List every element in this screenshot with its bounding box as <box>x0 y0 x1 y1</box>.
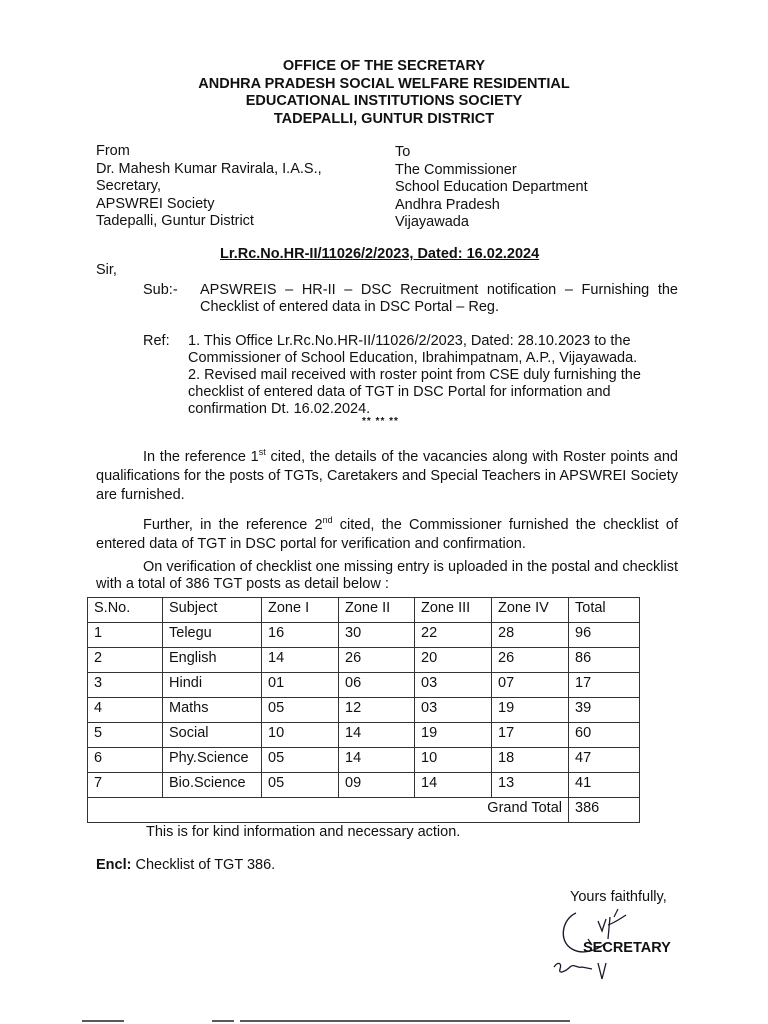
table-row <box>88 723 640 748</box>
table-cell: 14 <box>339 748 415 773</box>
ordinal-suffix: st <box>258 447 266 458</box>
enclosure-text: Checklist of TGT 386. <box>131 857 276 873</box>
paragraph-1 <box>96 448 678 505</box>
references-label: Ref: <box>143 333 170 349</box>
table-header-cell: Zone III <box>415 598 492 623</box>
salutation: Sir, <box>96 262 117 278</box>
enclosure-label: Encl: <box>96 857 132 873</box>
table-header-cell: Zone IV <box>492 598 569 623</box>
table-cell: 17 <box>569 673 640 698</box>
table-cell: 26 <box>492 648 569 673</box>
footer-rule <box>0 1018 768 1024</box>
table-cell: 3 <box>88 673 163 698</box>
table-cell: 22 <box>415 623 492 648</box>
table-cell: 14 <box>415 773 492 798</box>
table-cell: 6 <box>88 748 163 773</box>
from-line: Dr. Mahesh Kumar Ravirala, I.A.S., <box>96 160 322 177</box>
letterhead-line-1: OFFICE OF THE SECRETARY <box>282 58 486 74</box>
table-cell: 05 <box>262 773 339 798</box>
to-label: To <box>395 144 411 160</box>
table-cell: 60 <box>569 723 640 748</box>
table-cell: Maths <box>163 698 262 723</box>
letterhead-line-2: ANDHRA PRADESH SOCIAL WELFARE RESIDENTIAL <box>198 75 570 92</box>
table-cell: 1 <box>88 623 163 648</box>
table-cell: 86 <box>569 648 640 673</box>
table-cell: 26 <box>339 648 415 673</box>
table-header-cell: Total <box>569 598 640 623</box>
table-header-cell: S.No. <box>88 598 163 623</box>
table-cell: 5 <box>88 723 163 748</box>
table-cell: 20 <box>415 648 492 673</box>
letterhead-line-3: EDUCATIONAL INSTITUTIONS SOCIETY <box>245 93 523 109</box>
table-cell: 05 <box>262 748 339 773</box>
enclosure <box>96 857 275 873</box>
table-cell: 47 <box>569 748 640 773</box>
to-line: Vijayawada <box>395 214 469 230</box>
sign-off: Yours faithfully, <box>570 889 667 905</box>
table-cell: 10 <box>262 723 339 748</box>
closing-line: This is for kind information and necessary action. <box>146 824 461 840</box>
table-cell: Social <box>163 723 262 748</box>
table-row <box>88 773 640 798</box>
table-row <box>88 698 640 723</box>
table-cell: 03 <box>415 698 492 723</box>
grand-total-label: Grand Total <box>88 798 569 823</box>
paragraph-2-rest: cited, the Commissioner furnished the checklist of entered data of TGT in DSC portal for verification and confirmation. <box>96 517 679 552</box>
table-cell: 19 <box>415 723 492 748</box>
table-cell: 14 <box>339 723 415 748</box>
table-cell: 41 <box>569 773 640 798</box>
to-line: The Commissioner <box>395 161 517 178</box>
paragraph-2-start: Further, in the reference 2 <box>143 517 323 533</box>
from-line: Secretary, <box>96 178 162 194</box>
separator-stars: ** ** ** <box>362 416 399 427</box>
from-line: Tadepalli, Guntur District <box>96 213 254 229</box>
references-text <box>188 333 680 418</box>
table-cell: 19 <box>492 698 569 723</box>
letterhead-line-4: TADEPALLI, GUNTUR DISTRICT <box>273 110 495 127</box>
table-row <box>88 673 640 698</box>
paragraph-2 <box>96 516 678 554</box>
ordinal-suffix: nd <box>322 515 333 526</box>
reference-item-1: 1. This Office Lr.Rc.No.HR-II/11026/2/2023, Dated: 28.10.2023 to the Commissioner of School Education, Ibrahimpatnam, A.P., Vijayawada. <box>188 333 638 366</box>
paragraph-1-start: In the reference 1 <box>143 449 259 465</box>
paragraph-3: On verification of checklist one missing entry is uploaded in the postal and checklist with a total of 386 TGT posts as detail below : <box>96 559 678 592</box>
to-line: School Education Department <box>395 179 588 195</box>
table-row <box>88 748 640 773</box>
table-cell: 18 <box>492 748 569 773</box>
grand-total-row <box>88 798 640 823</box>
table-cell: 12 <box>339 698 415 723</box>
table-cell: 28 <box>492 623 569 648</box>
table-cell: 17 <box>492 723 569 748</box>
subject-label: Sub:- <box>143 282 178 298</box>
table-cell: 2 <box>88 648 163 673</box>
table-cell: 4 <box>88 698 163 723</box>
from-label: From <box>96 143 130 159</box>
table-row <box>88 623 640 648</box>
to-block <box>395 144 588 232</box>
subject-text: APSWREIS – HR-II – DSC Recruitment notification – Furnishing the Checklist of entered data in DSC Portal – Reg. <box>200 282 678 315</box>
reference-item-2: 2. Revised mail received with roster point from CSE duly furnishing the checklist of entered data of TGT in DSC Portal for information and confirmation Dt. 16.02.2024. <box>188 367 641 417</box>
table-cell: 06 <box>339 673 415 698</box>
from-line: APSWREI Society <box>96 195 215 212</box>
table-cell: English <box>163 648 262 673</box>
table-cell: 10 <box>415 748 492 773</box>
letterhead <box>0 58 768 128</box>
grand-total-value: 386 <box>569 798 640 823</box>
table-cell: 14 <box>262 648 339 673</box>
table-cell: Hindi <box>163 673 262 698</box>
table-cell: 30 <box>339 623 415 648</box>
from-block <box>96 143 322 231</box>
table-cell: 01 <box>262 673 339 698</box>
table-header-cell: Subject <box>163 598 262 623</box>
signatory-title: SECRETARY <box>583 940 671 956</box>
table-cell: Phy.Science <box>163 748 262 773</box>
paragraph-1-rest: cited, the details of the vacancies along with Roster points and qualifications for the posts of TGTs, Caretakers and Special Teachers in APSWREI Society are furnished. <box>96 449 678 503</box>
vacancy-table <box>87 597 640 823</box>
table-cell: Telegu <box>163 623 262 648</box>
table-cell: 05 <box>262 698 339 723</box>
table-header-cell: Zone II <box>339 598 415 623</box>
table-cell: 09 <box>339 773 415 798</box>
table-row <box>88 648 640 673</box>
table-cell: 07 <box>492 673 569 698</box>
table-header-row <box>88 598 640 623</box>
table-cell: Bio.Science <box>163 773 262 798</box>
table-cell: 96 <box>569 623 640 648</box>
reference-number: Lr.Rc.No.HR-II/11026/2/2023, Dated: 16.02.2024 <box>220 246 540 262</box>
table-header-cell: Zone I <box>262 598 339 623</box>
table-cell: 16 <box>262 623 339 648</box>
table-cell: 7 <box>88 773 163 798</box>
to-line: Andhra Pradesh <box>395 196 500 213</box>
table-cell: 13 <box>492 773 569 798</box>
table-cell: 39 <box>569 698 640 723</box>
table-cell: 03 <box>415 673 492 698</box>
